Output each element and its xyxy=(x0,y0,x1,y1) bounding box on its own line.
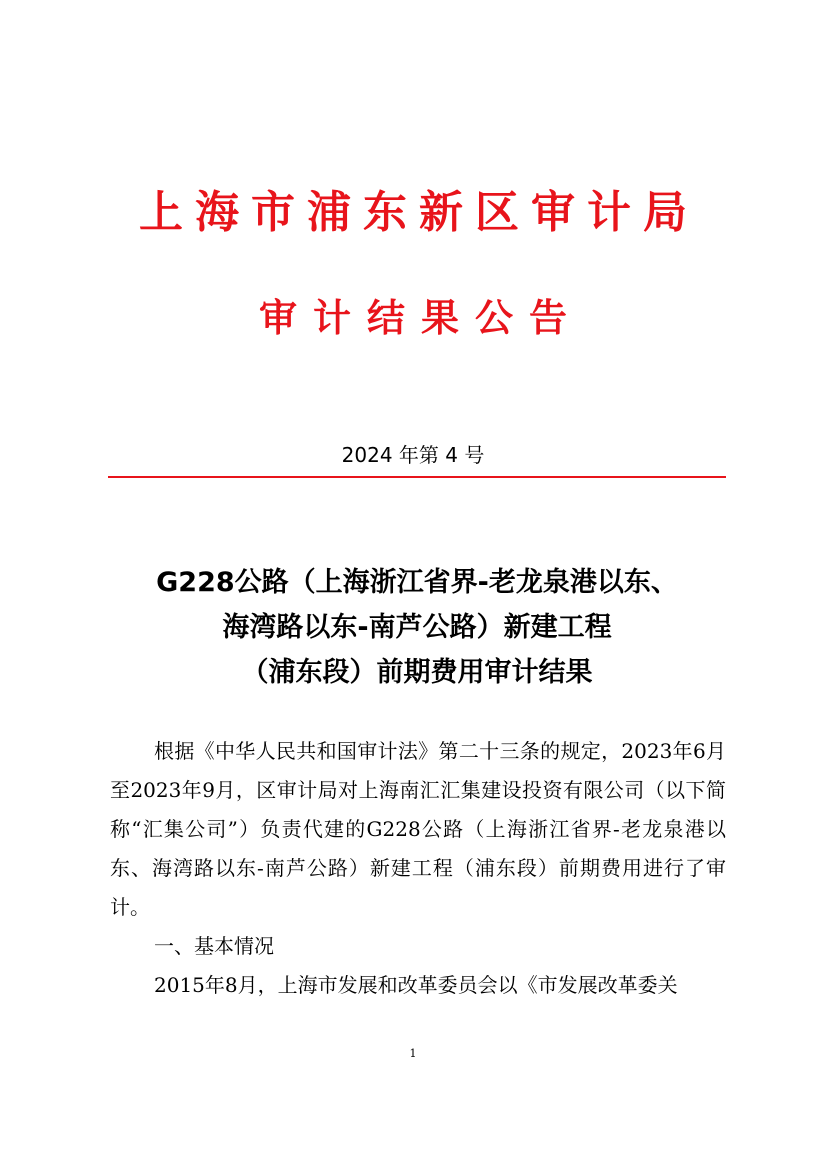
title-line: 海湾路以东-南芦公路）新建工程 xyxy=(222,612,612,643)
title-line: G228公路（上海浙江省界-老龙泉港以东、 xyxy=(156,567,678,598)
section-heading: 一、基本情况 xyxy=(154,934,274,958)
section-paragraph: 2015年8月，上海市发展和改革委员会以《市发展改革委关 xyxy=(154,973,678,997)
document-number: 2024 年第 4 号 xyxy=(341,443,485,467)
intro-paragraph: 根据《中华人民共和国审计法》第二十三条的规定，2023年6月至2023年9月，区审计局对上海南汇汇集建设投资有限公司（以下简称“汇集公司”）负责代建的G228公路（上海浙江省界-老龙泉港以东、海湾路以东-南芦公路）新建工程（浦东段）前期费用进行了审计。 xyxy=(110,739,726,919)
red-divider xyxy=(108,476,726,478)
page-number: 1 xyxy=(409,1047,417,1060)
document-type: 审计结果公告 xyxy=(258,296,583,340)
announcement-title xyxy=(100,560,734,695)
title-line: （浦东段）前期费用审计结果 xyxy=(241,657,593,688)
issuing-organization: 上海市浦东新区审计局 xyxy=(139,187,699,238)
body-text xyxy=(110,732,726,1005)
